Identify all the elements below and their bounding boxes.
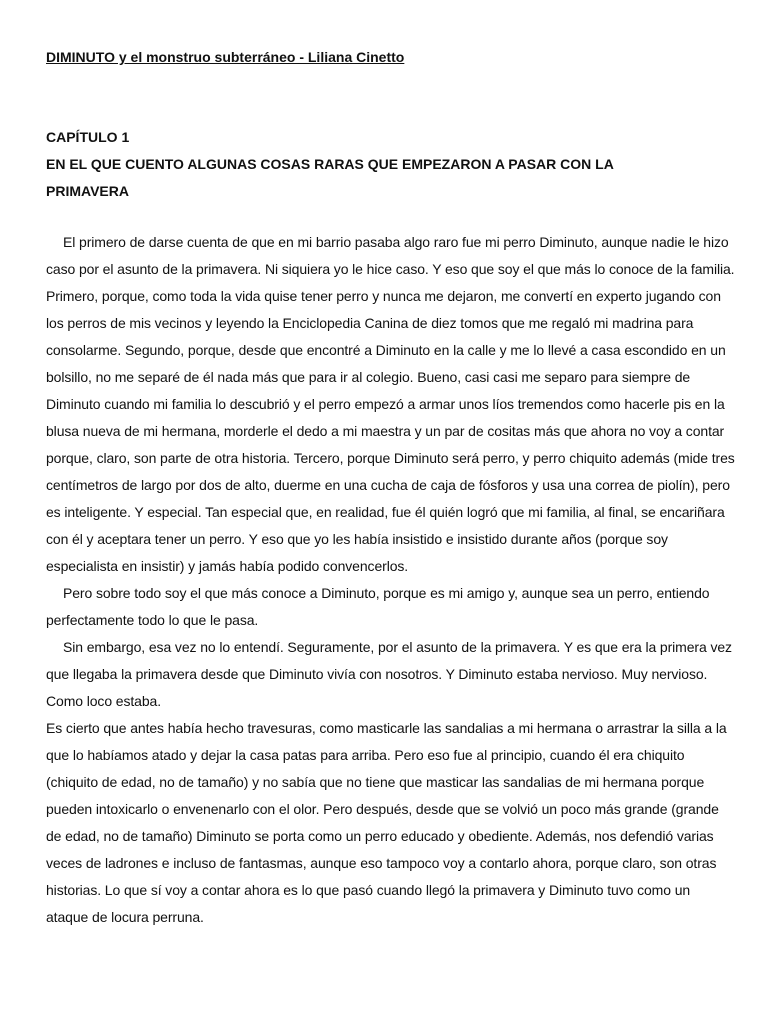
paragraph-2: Pero sobre todo soy el que más conoce a Diminuto, porque es mi amigo y, aunque sea un perro, entiendo perfectamente todo lo que le pasa. [46, 585, 710, 628]
chapter-number: CAPÍTULO 1 [46, 129, 130, 145]
paragraph-1: El primero de darse cuenta de que en mi barrio pasaba algo raro fue mi perro Diminuto, aunque nadie le hizo caso por el asunto de la primavera. Ni siquiera yo le hice caso. Y eso que soy el que más lo conoce de la familia. Primero, porque, como toda la vida quise tener perro y nunca me dejaron, me convertí en experto jugando con los perros de mis vecinos y leyendo la Enciclopedia Canina de diez tomos que me regaló mi madrina para consolarme. Segundo, porque, desde que encontré a Diminuto en la calle y me lo llevé a casa escondido en un bolsillo, no me separé de él nada más que para ir al colegio. Bueno, casi casi me separo para siempre de Diminuto cuando mi familia lo descubrió y el perro empezó a armar unos líos tremendos como hacerle pis en la blusa nueva de mi hermana, morderle el dedo a mi maestra y un par de cositas más que ahora no voy a contar porque, claro, son parte de otra historia. Tercero, porque Diminuto será perro, y perro chiquito además (mide tres centímetros de largo por dos de alto, duerme en una cucha de caja de fósforos y usa una correa de piolín), pero es inteligente. Y especial. Tan especial que, en realidad, fue él quién logró que mi familia, al final, se encariñara con él y aceptara tener un perro. Y eso que yo les había insistido e insistido durante años (porque soy especialista en insistir) y jamás había podido convencerlos. [46, 234, 735, 574]
chapter-title-line-2: PRIMAVERA [46, 183, 129, 199]
paragraph-3: Sin embargo, esa vez no lo entendí. Seguramente, por el asunto de la primavera. Y es que era la primera vez que llegaba la primavera desde que Diminuto vivía con nosotros. Y Diminuto estaba nervioso. Muy nervioso. Como loco estaba. [46, 639, 732, 709]
document-title: DIMINUTO y el monstruo subterráneo - Liliana Cinetto [46, 49, 405, 65]
chapter-heading [46, 124, 736, 205]
chapter-title-line-1: EN EL QUE CUENTO ALGUNAS COSAS RARAS QUE EMPEZARON A PASAR CON LA [46, 156, 614, 172]
paragraph-4: Es cierto que antes había hecho travesuras, como masticarle las sandalias a mi hermana o arrastrar la silla a la que lo habíamos atado y dejar la casa patas para arriba. Pero eso fue al principio, cuando él era chiquito (chiquito de edad, no de tamaño) y no sabía que no tiene que masticar las sandalias de mi hermana porque pueden intoxicarlo o envenenarlo con el olor. Pero después, desde que se volvió un poco más grande (grande de edad, no de tamaño) Diminuto se porta como un perro educado y obediente. Además, nos defendió varias veces de ladrones e incluso de fantasmas, aunque eso tampoco voy a contarlo ahora, porque claro, son otras historias. Lo que sí voy a contar ahora es lo que pasó cuando llegó la primavera y Diminuto tuvo como un ataque de locura perruna. [46, 720, 727, 925]
chapter-body [46, 229, 736, 931]
